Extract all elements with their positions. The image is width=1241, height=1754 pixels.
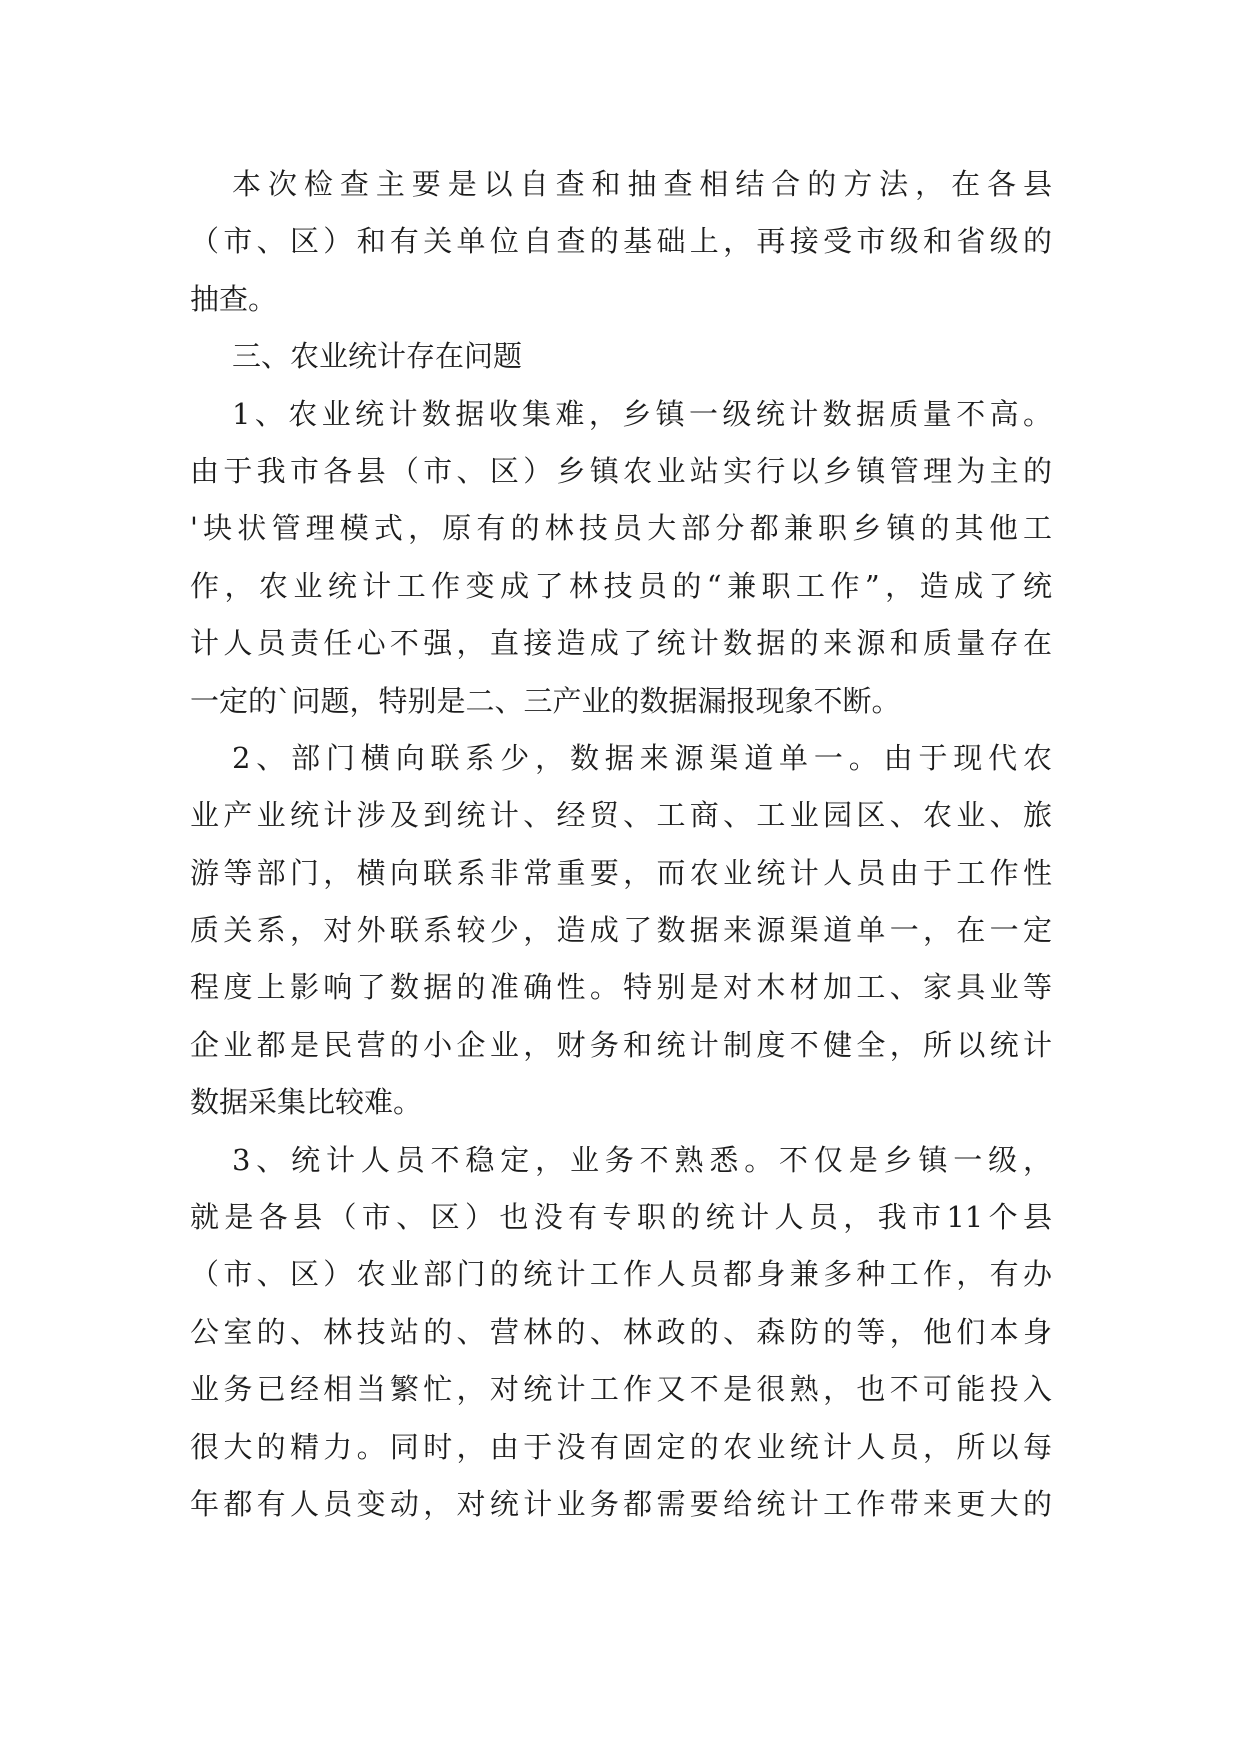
text-line: 3、统计人员不稳定，业务不熟悉。不仅是乡镇一级， <box>232 1142 1052 1177</box>
text-line: 很大的精力。同时，由于没有固定的农业统计人员，所以每 <box>190 1429 1052 1464</box>
text-line: 作，农业统计工作变成了林技员的“兼职工作”，造成了统 <box>190 568 1052 603</box>
paragraph-issue-2 <box>190 730 1052 1132</box>
text-line: 质关系，对外联系较少，造成了数据来源渠道单一，在一定 <box>190 913 1052 948</box>
text-line: 业产业统计涉及到统计、经贸、工商、工业园区、农业、旅 <box>190 798 1052 833</box>
text-line: （市、区）和有关单位自查的基础上，再接受市级和省级的 <box>190 224 1052 259</box>
text-line: 2、部门横向联系少，数据来源渠道单一。由于现代农 <box>232 740 1052 775</box>
text-line: 一定的`问题，特别是二、三产业的数据漏报现象不断。 <box>190 683 901 718</box>
text-line: （市、区）农业部门的统计工作人员都身兼多种工作，有办 <box>190 1257 1052 1292</box>
text-line: 就是各县（市、区）也没有专职的统计人员，我市11个县 <box>190 1200 1052 1235</box>
text-line: 计人员责任心不强，直接造成了统计数据的来源和质量存在 <box>190 626 1052 661</box>
text-line: 程度上影响了数据的准确性。特别是对木材加工、家具业等 <box>190 970 1052 1005</box>
section-heading <box>190 328 1052 385</box>
paragraph-issue-3 <box>190 1132 1052 1534</box>
paragraph-issue-1 <box>190 386 1052 730</box>
text-line: '块状管理模式，原有的林技员大部分都兼职乡镇的其他工 <box>190 511 1052 546</box>
text-line: 抽查。 <box>190 281 278 316</box>
text-line: 公室的、林技站的、营林的、林政的、森防的等，他们本身 <box>190 1314 1052 1349</box>
text-line: 企业都是民营的小企业，财务和统计制度不健全，所以统计 <box>190 1027 1052 1062</box>
text-line: 数据采集比较难。 <box>190 1085 423 1120</box>
paragraph-inspection-method <box>190 156 1052 328</box>
text-line: 1、农业统计数据收集难，乡镇一级统计数据质量不高。 <box>232 396 1052 431</box>
heading-line: 三、农业统计存在问题 <box>232 339 523 374</box>
document-body <box>190 156 1052 1533</box>
text-line: 本次检查主要是以自查和抽查相结合的方法，在各县 <box>232 167 1052 201</box>
text-line: 游等部门，横向联系非常重要，而农业统计人员由于工作性 <box>190 855 1052 890</box>
text-line: 由于我市各县（市、区）乡镇农业站实行以乡镇管理为主的 <box>190 453 1052 488</box>
text-line: 业务已经相当繁忙，对统计工作又不是很熟，也不可能投入 <box>190 1372 1052 1407</box>
text-line: 年都有人员变动，对统计业务都需要给统计工作带来更大的 <box>190 1486 1052 1521</box>
